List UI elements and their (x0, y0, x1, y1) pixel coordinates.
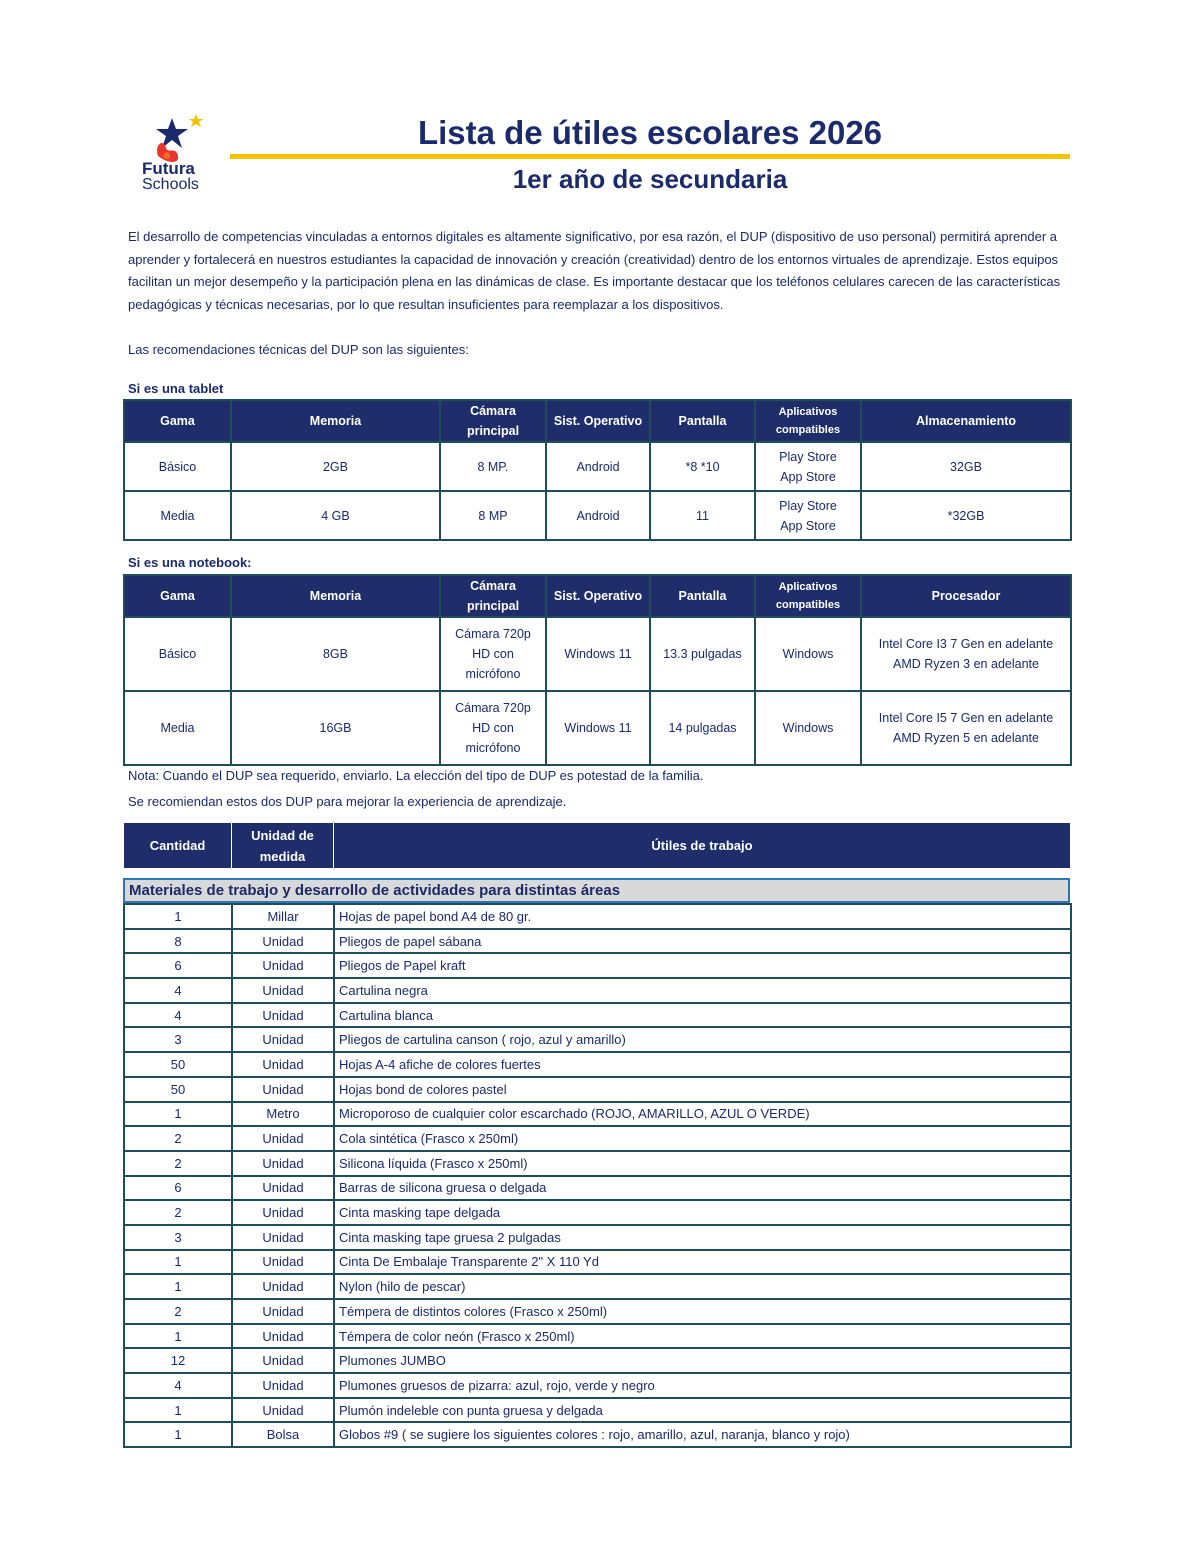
item-unit: Unidad (232, 953, 334, 978)
table-row (124, 1027, 1071, 1052)
item-description: Hojas bond de colores pastel (334, 1077, 1071, 1102)
table-row (124, 953, 1071, 978)
item-quantity: 1 (124, 1102, 232, 1127)
item-quantity: 6 (124, 953, 232, 978)
header-almacenamiento: Almacenamiento (861, 400, 1071, 442)
apps-line: App Store (780, 469, 836, 484)
item-description: Pliegos de papel sábana (334, 929, 1071, 954)
note-dup-required: Nota: Cuando el DUP sea requerido, enviarlo. La elección del tipo de DUP es potestad de la familia. (128, 768, 704, 783)
table-row (124, 1398, 1071, 1423)
header-apps: Aplicativos compatibles (755, 575, 861, 617)
table-row (124, 929, 1071, 954)
note-dup-recommended: Se recomiendan estos dos DUP para mejorar la experiencia de aprendizaje. (128, 794, 567, 809)
item-quantity: 4 (124, 1373, 232, 1398)
item-unit: Unidad (232, 1324, 334, 1349)
item-unit: Bolsa (232, 1422, 334, 1447)
table-row (124, 491, 1071, 540)
item-quantity: 50 (124, 1052, 232, 1077)
header-utiles: Útiles de trabajo (334, 823, 1071, 869)
camara-line: HD con (472, 721, 514, 735)
item-description: Plumones JUMBO (334, 1348, 1071, 1373)
title-underline (230, 154, 1070, 159)
cell-camara (440, 691, 546, 765)
item-unit: Unidad (232, 1176, 334, 1201)
page-title: Lista de útiles escolares 2026 (417, 114, 883, 151)
cell-apps: Windows (755, 691, 861, 765)
cell-apps (755, 442, 861, 491)
item-description: Barras de silicona gruesa o delgada (334, 1176, 1071, 1201)
table-row (124, 1052, 1071, 1077)
notebook-header-row (124, 575, 1071, 617)
item-quantity: 1 (124, 1398, 232, 1423)
apps-line: App Store (780, 518, 836, 533)
item-unit: Unidad (232, 1373, 334, 1398)
intro-paragraph: El desarrollo de competencias vinculadas a entornos digitales es altamente significativo, por esa razón, el DUP (dispositivo de uso personal) permitirá aprender a aprender y fortalecerá en nuestros estudiantes la capacidad de innovación y creación (creatividad) dentro de los entornos virtuales de aprendizaje. Estos equipos facilitan un mejor desempeño y la participación plena en las dinámicas de clase. Es importante destacar que los teléfonos celulares carecen de las características pedagógicas y técnicas necesarias, por lo que resultan insuficientes para reemplazar a los dispositivos. (128, 229, 1061, 312)
item-description: Plumones gruesos de pizarra: azul, rojo, verde y negro (334, 1373, 1071, 1398)
table-row (124, 1299, 1071, 1324)
cell-so: Android (546, 442, 650, 491)
item-unit: Unidad (232, 1398, 334, 1423)
item-quantity: 4 (124, 1003, 232, 1028)
cell-procesador (861, 691, 1071, 765)
header-camara: Cámara principal (440, 575, 546, 617)
table-row (124, 1126, 1071, 1151)
item-description: Témpera de distintos colores (Frasco x 250ml) (334, 1299, 1071, 1324)
item-quantity: 1 (124, 1274, 232, 1299)
item-unit: Unidad (232, 1077, 334, 1102)
item-description: Hojas A-4 afiche de colores fuertes (334, 1052, 1071, 1077)
procesador-line: AMD Ryzen 3 en adelante (893, 657, 1039, 671)
camara-line: Cámara 720p (455, 627, 531, 641)
table-row (124, 1422, 1071, 1447)
cell-pantalla: 13.3 pulgadas (650, 617, 755, 691)
item-quantity: 1 (124, 1324, 232, 1349)
table-row (124, 691, 1071, 765)
cell-apps (755, 491, 861, 540)
cell-gama: Básico (124, 442, 231, 491)
header-memoria: Memoria (231, 400, 440, 442)
item-unit: Unidad (232, 1250, 334, 1275)
item-quantity: 6 (124, 1176, 232, 1201)
header-procesador: Procesador (861, 575, 1071, 617)
header-camara: Cámara principal (440, 400, 546, 442)
table-row (124, 978, 1071, 1003)
item-description: Globos #9 ( se sugiere los siguientes colores : rojo, amarillo, azul, naranja, blanco y rojo) (334, 1422, 1071, 1447)
cell-memoria: 16GB (231, 691, 440, 765)
cell-so: Android (546, 491, 650, 540)
cell-camara: 8 MP (440, 491, 546, 540)
header-memoria: Memoria (231, 575, 440, 617)
item-unit: Unidad (232, 1003, 334, 1028)
recommendations-line: Las recomendaciones técnicas del DUP son las siguientes: (128, 342, 469, 357)
item-description: Témpera de color neón (Frasco x 250ml) (334, 1324, 1071, 1349)
item-description: Hojas de papel bond A4 de 80 gr. (334, 904, 1071, 929)
cell-camara (440, 617, 546, 691)
header-pantalla: Pantalla (650, 575, 755, 617)
cell-memoria: 8GB (231, 617, 440, 691)
table-row (124, 617, 1071, 691)
item-unit: Millar (232, 904, 334, 929)
item-quantity: 2 (124, 1126, 232, 1151)
table-row (124, 1200, 1071, 1225)
item-quantity: 1 (124, 1422, 232, 1447)
table-row (124, 904, 1071, 929)
item-unit: Unidad (232, 1348, 334, 1373)
header-gama: Gama (124, 575, 231, 617)
item-quantity: 50 (124, 1077, 232, 1102)
cell-pantalla: 11 (650, 491, 755, 540)
item-quantity: 2 (124, 1299, 232, 1324)
cell-almacenamiento: *32GB (861, 491, 1071, 540)
item-unit: Metro (232, 1102, 334, 1127)
procesador-line: Intel Core I3 7 Gen en adelante (878, 637, 1054, 651)
logo-wordmark (142, 160, 199, 193)
notebook-spec-table (123, 574, 1072, 766)
header-gama: Gama (124, 400, 231, 442)
cell-pantalla: 14 pulgadas (650, 691, 755, 765)
cell-camara: 8 MP. (440, 442, 546, 491)
item-description: Cinta masking tape delgada (334, 1200, 1071, 1225)
table-row (124, 1348, 1071, 1373)
item-description: Pliegos de cartulina canson ( rojo, azul y amarillo) (334, 1027, 1071, 1052)
item-description: Nylon (hilo de pescar) (334, 1274, 1071, 1299)
item-unit: Unidad (232, 1225, 334, 1250)
cell-almacenamiento: 32GB (861, 442, 1071, 491)
notebook-label: Si es una notebook: (128, 555, 252, 570)
item-quantity: 2 (124, 1151, 232, 1176)
tablet-header-row (124, 400, 1071, 442)
cell-memoria: 2GB (231, 442, 440, 491)
header-cantidad: Cantidad (124, 823, 232, 869)
table-row (124, 1077, 1071, 1102)
item-description: Cola sintética (Frasco x 250ml) (334, 1126, 1071, 1151)
item-description: Cartulina negra (334, 978, 1071, 1003)
item-description: Silicona líquida (Frasco x 250ml) (334, 1151, 1071, 1176)
supplies-table (123, 903, 1072, 1448)
item-unit: Unidad (232, 1200, 334, 1225)
camara-line: micrófono (465, 741, 521, 755)
item-unit: Unidad (232, 978, 334, 1003)
logo-line-2: Schools (142, 176, 199, 193)
header-apps: Aplicativos compatibles (755, 400, 861, 442)
item-quantity: 1 (124, 1250, 232, 1275)
item-description: Cinta masking tape gruesa 2 pulgadas (334, 1225, 1071, 1250)
item-description: Microporoso de cualquier color escarchado (ROJO, AMARILLO, AZUL O VERDE) (334, 1102, 1071, 1127)
table-row (124, 1274, 1071, 1299)
table-row (124, 1151, 1071, 1176)
cell-gama: Básico (124, 617, 231, 691)
item-quantity: 1 (124, 904, 232, 929)
procesador-line: Intel Core I5 7 Gen en adelante (878, 711, 1054, 725)
table-row (124, 1324, 1071, 1349)
page-subtitle: 1er año de secundaria (512, 164, 788, 194)
camara-line: micrófono (465, 667, 521, 681)
item-quantity: 3 (124, 1027, 232, 1052)
item-unit: Unidad (232, 1299, 334, 1324)
table-row (124, 1003, 1071, 1028)
table-row (124, 442, 1071, 491)
item-quantity: 12 (124, 1348, 232, 1373)
item-unit: Unidad (232, 1027, 334, 1052)
cell-gama: Media (124, 691, 231, 765)
header-so: Sist. Operativo (546, 400, 650, 442)
table-row (124, 1373, 1071, 1398)
item-quantity: 3 (124, 1225, 232, 1250)
item-quantity: 8 (124, 929, 232, 954)
logo-line-1: Futura (142, 159, 195, 178)
table-row (124, 1250, 1071, 1275)
cell-so: Windows 11 (546, 617, 650, 691)
table-row (124, 1225, 1071, 1250)
tablet-label: Si es una tablet (128, 381, 224, 396)
item-unit: Unidad (232, 1274, 334, 1299)
camara-line: HD con (472, 647, 514, 661)
item-description: Pliegos de Papel kraft (334, 953, 1071, 978)
item-description: Plumón indeleble con punta gruesa y delgada (334, 1398, 1071, 1423)
apps-line: Play Store (779, 498, 837, 513)
item-quantity: 4 (124, 978, 232, 1003)
cell-apps: Windows (755, 617, 861, 691)
item-unit: Unidad (232, 1151, 334, 1176)
cell-procesador (861, 617, 1071, 691)
header-pantalla: Pantalla (650, 400, 755, 442)
cell-memoria: 4 GB (231, 491, 440, 540)
table-row (124, 1102, 1071, 1127)
apps-line: Play Store (779, 449, 837, 464)
supplies-header (123, 822, 1071, 869)
header-so: Sist. Operativo (546, 575, 650, 617)
item-quantity: 2 (124, 1200, 232, 1225)
camara-line: Cámara 720p (455, 701, 531, 715)
item-unit: Unidad (232, 1052, 334, 1077)
cell-so: Windows 11 (546, 691, 650, 765)
cell-pantalla: *8 *10 (650, 442, 755, 491)
category-heading: Materiales de trabajo y desarrollo de actividades para distintas áreas (123, 878, 1070, 903)
item-unit: Unidad (232, 929, 334, 954)
tablet-spec-table (123, 399, 1072, 541)
cell-gama: Media (124, 491, 231, 540)
header-unidad: Unidad de medida (232, 823, 334, 869)
item-description: Cartulina blanca (334, 1003, 1071, 1028)
item-unit: Unidad (232, 1126, 334, 1151)
item-description: Cinta De Embalaje Transparente 2" X 110 Yd (334, 1250, 1071, 1275)
procesador-line: AMD Ryzen 5 en adelante (893, 731, 1039, 745)
table-row (124, 1176, 1071, 1201)
